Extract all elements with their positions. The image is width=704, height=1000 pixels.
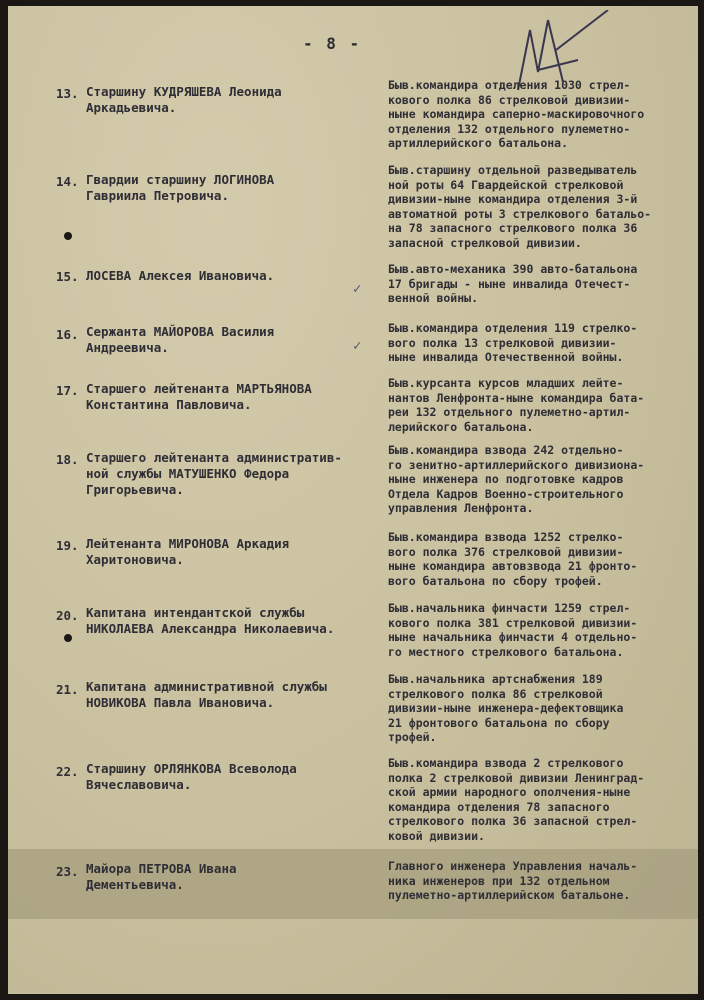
- entry-position: Быв.командира отделения 1030 стрел- кового полка 86 стрелковой дивизии- ныне командира саперно-маскировочного отделения 132 отдельного пулеметно- артиллерийского батальона.: [388, 78, 645, 150]
- entry-position: Быв.авто-механика 390 авто-батальона 17 бригады - ныне инвалида Отечест- венной войны.: [388, 262, 638, 305]
- check-mark-icon: ✓: [353, 338, 362, 354]
- entry-name: Капитана интендантской службы НИКОЛАЕВА Александра Николаевича.: [86, 605, 335, 636]
- entry-number: 22.: [56, 764, 79, 779]
- entry-position: Главного инженера Управления началь- ника инженеров при 132 отдельном пулеметно-артиллерийском батальоне.: [388, 859, 638, 902]
- entry-name: Капитана административной службы НОВИКОВА Павла Ивановича.: [86, 679, 327, 710]
- entry-number: 17.: [56, 383, 79, 398]
- entry-number: 18.: [56, 452, 79, 467]
- entry-position: Быв.начальника финчасти 1259 стрел- кового полка 381 стрелковой дивизии- ныне начальника финчасти 4 отдельно- го местного стрелкового батальона.: [388, 601, 638, 659]
- entry-position: Быв.старшину отдельной разведыватель ной роты 64 Гвардейской стрелковой дивизии-ныне командира отделения 3-й автоматной роты 3 стрелкового батальо- на 78 запасного стрелкового полка 36 запасной стрелковой дивизии.: [388, 163, 652, 250]
- page-number: - 8 -: [303, 34, 362, 53]
- entry-number: 15.: [56, 269, 79, 284]
- entry-number: 23.: [56, 864, 79, 879]
- entry-position: Быв.командира взвода 1252 стрелко- вого полка 376 стрелковой дивизии- ныне командира автовзвода 21 фронто- вого батальона по сбору трофей.: [388, 530, 638, 588]
- entry-name: Сержанта МАЙОРОВА Василия Андреевича.: [86, 324, 275, 355]
- punch-hole: [64, 232, 72, 240]
- entry-name: Лейтенанта МИРОНОВА Аркадия Харитоновича.: [86, 536, 290, 567]
- entry-number: 13.: [56, 86, 79, 101]
- entry-position: Быв.курсанта курсов младших лейте- нантов Ленфронта-ныне командира бата- реи 132 отдельного пулеметно-артил- лерийского батальона.: [388, 376, 645, 434]
- entry-number: 14.: [56, 174, 79, 189]
- entry-name: Старшину ОРЛЯНКОВА Всеволода Вячеславовича.: [86, 761, 297, 792]
- entry-name: Старшего лейтенанта МАРТЬЯНОВА Константина Павловича.: [86, 381, 312, 412]
- entry-name: Старшину КУДРЯШЕВА Леонида Аркадьевича.: [86, 84, 282, 115]
- entry-position: Быв.командира взвода 242 отдельно- го зенитно-артиллерийского дивизиона- ныне инженера по подготовке кадров Отдела Кадров Военно-строительного управления Ленфронта.: [388, 443, 645, 515]
- entry-name: ЛОСЕВА Алексея Ивановича.: [86, 268, 275, 283]
- entry-position: Быв.командира взвода 2 стрелкового полка 2 стрелковой дивизии Ленинград- ской армии народного ополчения-ныне командира отделения 78 запасного стрелкового полка 36 запасной стрел- ковой дивизии.: [388, 756, 645, 843]
- check-mark-icon: ✓: [353, 281, 362, 297]
- punch-hole: [64, 634, 72, 642]
- entry-position: Быв.начальника артснабжения 189 стрелкового полка 86 стрелковой дивизии-ныне инженера-дефектовщика 21 фронтового батальона по сбору трофей.: [388, 672, 624, 744]
- entry-number: 19.: [56, 538, 79, 553]
- entry-number: 16.: [56, 327, 79, 342]
- entry-name: Майора ПЕТРОВА Ивана Дементьевича.: [86, 861, 237, 892]
- entry-number: 20.: [56, 608, 79, 623]
- entry-name: Гвардии старшину ЛОГИНОВА Гавриила Петровича.: [86, 172, 275, 203]
- entry-name: Старшего лейтенанта административ- ной службы МАТУШЕНКО Федора Григорьевича.: [86, 450, 342, 497]
- document-page: [8, 6, 698, 994]
- entry-number: 21.: [56, 682, 79, 697]
- entry-position: Быв.командира отделения 119 стрелко- вого полка 13 стрелковой дивизии- ныне инвалида Отечественной войны.: [388, 321, 638, 364]
